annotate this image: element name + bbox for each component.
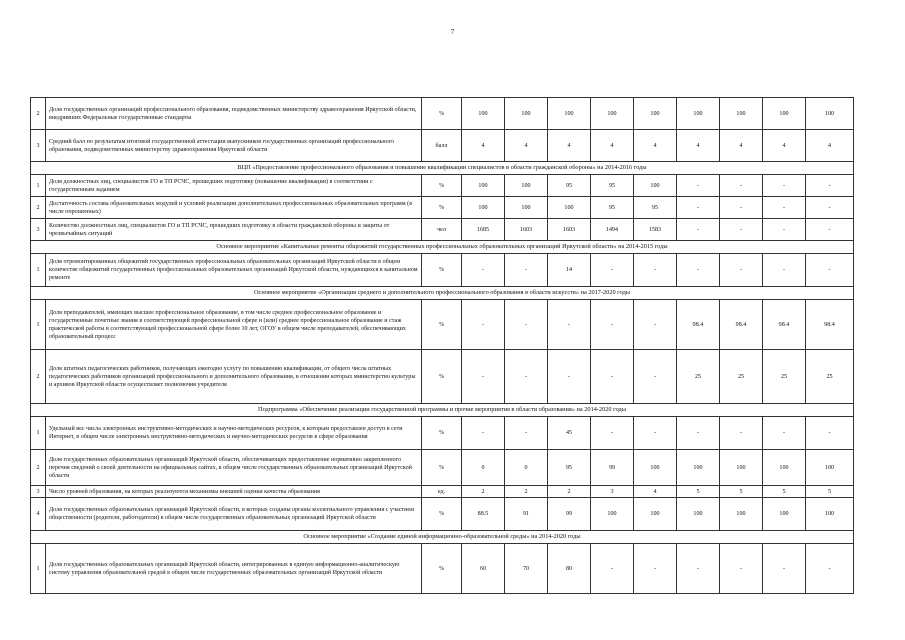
value-cell: 95 bbox=[548, 450, 591, 486]
value-cell: - bbox=[505, 300, 548, 350]
value-cell: 5 bbox=[720, 486, 763, 498]
value-cell: 1494 bbox=[591, 219, 634, 241]
value-cell: 100 bbox=[677, 498, 720, 531]
table-row bbox=[31, 98, 854, 130]
value-cell: 100 bbox=[720, 98, 763, 130]
value-cell: - bbox=[806, 254, 854, 287]
unit-cell: ед. bbox=[422, 486, 462, 498]
indicator-description: Доля отремонтированных общежитий государственных профессиональных образовательных организаций Иркутской области в общем количестве общежитий государственных профессиональных образовательных организаций Иркутской области, нуждающихся в капитальном ремонте bbox=[46, 254, 422, 287]
row-number: 1 bbox=[31, 544, 46, 594]
value-cell: - bbox=[677, 417, 720, 450]
value-cell: 25 bbox=[677, 350, 720, 404]
value-cell: 100 bbox=[720, 450, 763, 486]
table-row bbox=[31, 417, 854, 450]
value-cell: 4 bbox=[763, 130, 806, 162]
value-cell: - bbox=[720, 254, 763, 287]
value-cell: 100 bbox=[806, 450, 854, 486]
value-cell: 60 bbox=[462, 544, 505, 594]
value-cell: 98.4 bbox=[806, 300, 854, 350]
value-cell: 100 bbox=[505, 98, 548, 130]
section-header-row bbox=[31, 287, 854, 300]
table-row bbox=[31, 350, 854, 404]
value-cell: - bbox=[763, 544, 806, 594]
section-title: Основное мероприятие «Организация среднего и дополнительного профессионального образования в области искусств» на 2017-2020 годы bbox=[31, 287, 854, 300]
value-cell: 100 bbox=[462, 98, 505, 130]
value-cell: 98.4 bbox=[720, 300, 763, 350]
value-cell: 99 bbox=[591, 450, 634, 486]
value-cell: 99 bbox=[548, 498, 591, 531]
indicator-description: Количество должностных лиц, специалистов ГО и ТП РСЧС, прошедших подготовку в области гражданской обороны и защиты от чрезвычайных ситуаций bbox=[46, 219, 422, 241]
value-cell: - bbox=[806, 175, 854, 197]
unit-cell: % bbox=[422, 197, 462, 219]
value-cell: 100 bbox=[548, 197, 591, 219]
section-title: Подпрограмма «Обеспечение реализации государственной программы и прочие мероприятия в области образования» на 2014-2020 годы bbox=[31, 404, 854, 417]
value-cell: 25 bbox=[806, 350, 854, 404]
value-cell: 70 bbox=[505, 544, 548, 594]
value-cell: - bbox=[677, 219, 720, 241]
indicator-description: Доля преподавателей, имеющих высшее профессиональное образование, в том числе среднее профессиональное образование и государственные почетные звания в соответствующей профессиональной сфере и (или) среднее профессиональное образование и стаж практической работы в соответствующей профессиональной сфере более 10 лет, ОГОУ в общем числе преподавателей, обеспечивающих образовательный процесс bbox=[46, 300, 422, 350]
value-cell: 2 bbox=[505, 486, 548, 498]
value-cell: 100 bbox=[634, 498, 677, 531]
section-title: ВЦП «Предоставление профессионального образования и повышение квалификации специалистов в области гражданской обороны» на 2014-2016 годы bbox=[31, 162, 854, 175]
value-cell: - bbox=[462, 417, 505, 450]
row-number: 2 bbox=[31, 197, 46, 219]
indicator-description: Доля государственных образовательных организаций Иркутской области, в которых созданы органы коллегиального управления с участием общественности (родители, работодатели) в общем числе государственных образовательных организаций Иркутской области bbox=[46, 498, 422, 531]
row-number: 1 bbox=[31, 300, 46, 350]
value-cell: 100 bbox=[462, 175, 505, 197]
indicators-table-body bbox=[31, 98, 854, 594]
value-cell: 1603 bbox=[548, 219, 591, 241]
value-cell: 100 bbox=[806, 498, 854, 531]
value-cell: 100 bbox=[720, 498, 763, 531]
value-cell: 1583 bbox=[634, 219, 677, 241]
table-row bbox=[31, 498, 854, 531]
row-number: 3 bbox=[31, 486, 46, 498]
value-cell: - bbox=[462, 300, 505, 350]
table-row bbox=[31, 300, 854, 350]
row-number: 2 bbox=[31, 450, 46, 486]
table-row bbox=[31, 544, 854, 594]
value-cell: - bbox=[634, 417, 677, 450]
indicator-description: Доля государственных образовательных организаций Иркутской области, интегрированных в единую информационно-аналитическую систему управления образовательной средой в общем числе государственных образовательных организаций Иркутской области bbox=[46, 544, 422, 594]
value-cell: - bbox=[720, 219, 763, 241]
table-row bbox=[31, 486, 854, 498]
value-cell: 100 bbox=[677, 450, 720, 486]
indicator-description: Доля должностных лиц, специалистов ГО и ТП РСЧС, прошедших подготовку (повышение квалификации) в соответствии с государственным заданием bbox=[46, 175, 422, 197]
value-cell: 100 bbox=[763, 498, 806, 531]
unit-cell: % bbox=[422, 498, 462, 531]
value-cell: 0 bbox=[505, 450, 548, 486]
value-cell: 100 bbox=[634, 98, 677, 130]
value-cell: 100 bbox=[591, 498, 634, 531]
table-row bbox=[31, 130, 854, 162]
value-cell: - bbox=[763, 175, 806, 197]
value-cell: 5 bbox=[806, 486, 854, 498]
unit-cell: % bbox=[422, 175, 462, 197]
value-cell: 98.4 bbox=[677, 300, 720, 350]
value-cell: 4 bbox=[505, 130, 548, 162]
value-cell: - bbox=[462, 254, 505, 287]
value-cell: - bbox=[591, 254, 634, 287]
value-cell: 25 bbox=[763, 350, 806, 404]
value-cell: 4 bbox=[720, 130, 763, 162]
row-number: 1 bbox=[31, 417, 46, 450]
value-cell: - bbox=[548, 350, 591, 404]
value-cell: - bbox=[462, 350, 505, 404]
value-cell: - bbox=[677, 254, 720, 287]
value-cell: - bbox=[505, 350, 548, 404]
value-cell: 4 bbox=[591, 130, 634, 162]
value-cell: 100 bbox=[634, 450, 677, 486]
value-cell: 100 bbox=[677, 98, 720, 130]
value-cell: 4 bbox=[462, 130, 505, 162]
value-cell: - bbox=[806, 197, 854, 219]
unit-cell: % bbox=[422, 544, 462, 594]
table-row bbox=[31, 450, 854, 486]
unit-cell: чел bbox=[422, 219, 462, 241]
value-cell: - bbox=[720, 417, 763, 450]
section-header-row bbox=[31, 162, 854, 175]
indicator-description: Доля государственных организаций профессионального образования, подведомственных министерству здравоохранения Иркутской области, внедривших Федеральные государственные стандарты bbox=[46, 98, 422, 130]
value-cell: 3 bbox=[591, 486, 634, 498]
row-number: 1 bbox=[31, 254, 46, 287]
value-cell: 4 bbox=[677, 130, 720, 162]
indicator-description: Средний балл по результатам итоговой государственной аттестации выпускников государственных организаций профессионального образования, подведомственных министерству здравоохранения Иркутской области bbox=[46, 130, 422, 162]
value-cell: 5 bbox=[763, 486, 806, 498]
value-cell: - bbox=[591, 350, 634, 404]
value-cell: 5 bbox=[677, 486, 720, 498]
value-cell: 95 bbox=[548, 175, 591, 197]
section-title: Основное мероприятие «Создание единой информационно-образовательной среды» на 2014-2020 годы bbox=[31, 531, 854, 544]
value-cell: 88.5 bbox=[462, 498, 505, 531]
section-title: Основное мероприятие «Капитальные ремонты общежитий государственных профессиональных образовательных организаций Иркутской области» на 2014-2015 годы bbox=[31, 241, 854, 254]
indicators-table-container bbox=[30, 97, 853, 594]
value-cell: - bbox=[677, 175, 720, 197]
row-number: 2 bbox=[31, 98, 46, 130]
value-cell: - bbox=[763, 417, 806, 450]
value-cell: - bbox=[677, 544, 720, 594]
value-cell: 1603 bbox=[505, 219, 548, 241]
value-cell: - bbox=[591, 544, 634, 594]
value-cell: - bbox=[763, 254, 806, 287]
unit-cell: % bbox=[422, 300, 462, 350]
indicator-description: Число уровней образования, на которых реализуются механизмы внешней оценки качества образования bbox=[46, 486, 422, 498]
value-cell: 4 bbox=[548, 130, 591, 162]
value-cell: - bbox=[763, 219, 806, 241]
value-cell: 100 bbox=[505, 197, 548, 219]
value-cell: - bbox=[763, 197, 806, 219]
value-cell: 4 bbox=[634, 486, 677, 498]
section-header-row bbox=[31, 241, 854, 254]
unit-cell: % bbox=[422, 450, 462, 486]
row-number: 2 bbox=[31, 350, 46, 404]
value-cell: 100 bbox=[548, 98, 591, 130]
value-cell: 100 bbox=[505, 175, 548, 197]
value-cell: 100 bbox=[763, 98, 806, 130]
row-number: 4 bbox=[31, 498, 46, 531]
indicator-description: Доля штатных педагогических работников, получающих ежегодно услугу по повышению квалификации, от общего числа штатных педагогических работников организаций профессионального и дополнительного образования, в отношении которых министерство культуры и архивов Иркутской области осуществляет полномочия учредителя bbox=[46, 350, 422, 404]
value-cell: - bbox=[634, 350, 677, 404]
value-cell: 2 bbox=[548, 486, 591, 498]
value-cell: 45 bbox=[548, 417, 591, 450]
value-cell: - bbox=[806, 544, 854, 594]
value-cell: 100 bbox=[462, 197, 505, 219]
value-cell: - bbox=[677, 197, 720, 219]
indicator-description: Доля государственных образовательных организаций Иркутской области, обеспечивающих предоставление нормативно закрепленного перечня сведений о своей деятельности на официальных сайтах, в общем числе государственных образовательных организаций Иркутской области bbox=[46, 450, 422, 486]
value-cell: 14 bbox=[548, 254, 591, 287]
unit-cell: % bbox=[422, 98, 462, 130]
value-cell: - bbox=[720, 197, 763, 219]
value-cell: - bbox=[505, 254, 548, 287]
value-cell: - bbox=[806, 219, 854, 241]
value-cell: 1685 bbox=[462, 219, 505, 241]
page-number: 7 bbox=[450, 28, 455, 36]
row-number: 1 bbox=[31, 175, 46, 197]
value-cell: - bbox=[634, 254, 677, 287]
section-header-row bbox=[31, 531, 854, 544]
table-row bbox=[31, 197, 854, 219]
unit-cell: балл bbox=[422, 130, 462, 162]
value-cell: - bbox=[634, 300, 677, 350]
value-cell: - bbox=[591, 417, 634, 450]
value-cell: 2 bbox=[462, 486, 505, 498]
unit-cell: % bbox=[422, 350, 462, 404]
indicator-description: Достаточность состава образовательных модулей и условий реализации дополнительных профессиональных образовательных программ (в числе опрошенных) bbox=[46, 197, 422, 219]
value-cell: - bbox=[591, 300, 634, 350]
value-cell: 95 bbox=[591, 197, 634, 219]
table-row bbox=[31, 175, 854, 197]
value-cell: 95 bbox=[591, 175, 634, 197]
unit-cell: % bbox=[422, 417, 462, 450]
value-cell: 0 bbox=[462, 450, 505, 486]
value-cell: 100 bbox=[763, 450, 806, 486]
row-number: 3 bbox=[31, 130, 46, 162]
value-cell: - bbox=[505, 417, 548, 450]
value-cell: 25 bbox=[720, 350, 763, 404]
unit-cell: % bbox=[422, 254, 462, 287]
value-cell: - bbox=[720, 175, 763, 197]
table-row bbox=[31, 254, 854, 287]
value-cell: 4 bbox=[634, 130, 677, 162]
value-cell: 91 bbox=[505, 498, 548, 531]
value-cell: 95 bbox=[634, 197, 677, 219]
value-cell: - bbox=[634, 544, 677, 594]
row-number: 3 bbox=[31, 219, 46, 241]
value-cell: 100 bbox=[634, 175, 677, 197]
value-cell: 80 bbox=[548, 544, 591, 594]
table-row bbox=[31, 219, 854, 241]
section-header-row bbox=[31, 404, 854, 417]
value-cell: 100 bbox=[806, 98, 854, 130]
value-cell: - bbox=[548, 300, 591, 350]
indicator-description: Удельный вес числа электронных инструктивно-методических и научно-методических ресурсов, к которым предоставлен доступ в сети Интернет, в общем числе электронных инструктивно-методических и научно-методических ресурсов в сфере образования bbox=[46, 417, 422, 450]
indicators-table bbox=[30, 97, 854, 594]
value-cell: 98.4 bbox=[763, 300, 806, 350]
value-cell: 4 bbox=[806, 130, 854, 162]
value-cell: - bbox=[720, 544, 763, 594]
value-cell: - bbox=[806, 417, 854, 450]
value-cell: 100 bbox=[591, 98, 634, 130]
